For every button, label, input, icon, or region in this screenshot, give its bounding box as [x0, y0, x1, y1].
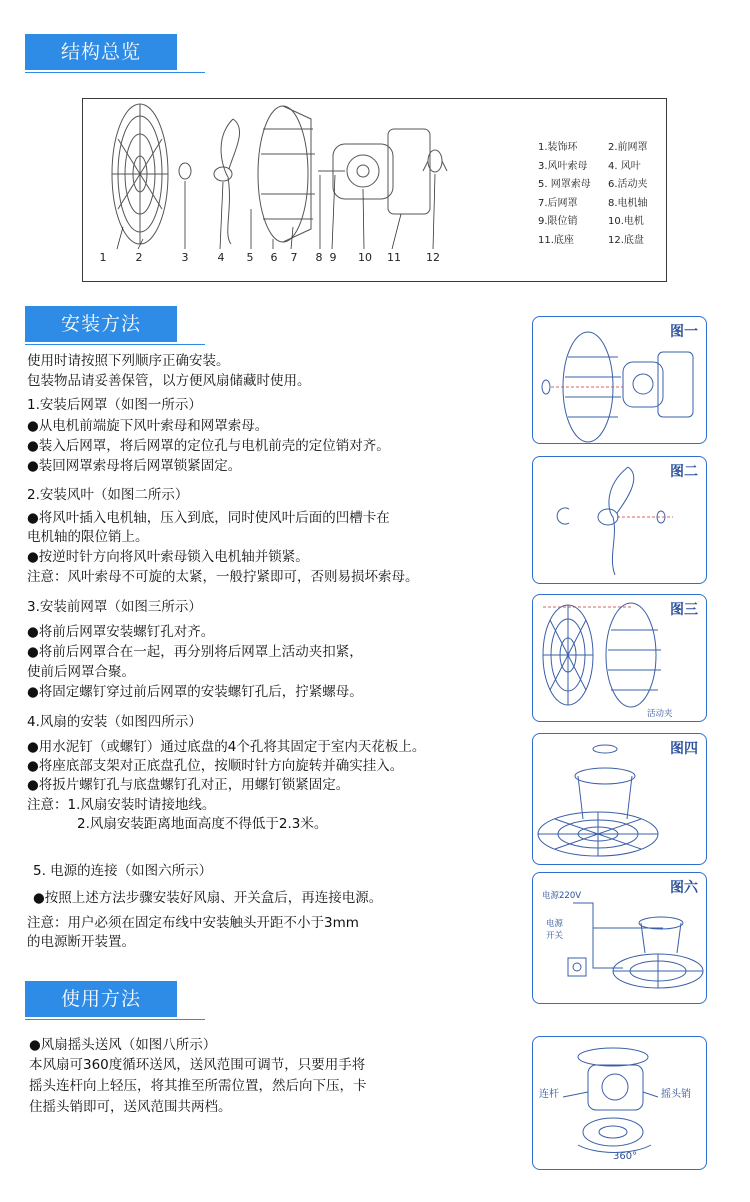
figure-1-drawing — [533, 317, 706, 443]
step-bullet: ●将座底部支架对正底盘孔位，按顺时针方向旋转并确实挂入。 — [27, 758, 404, 774]
figure-6-power-label: 电源220V — [542, 891, 582, 901]
step-bullet: ●装回网罩索母将后网罩锁紧固定。 — [27, 458, 242, 474]
legend-entry: 2.前网罩 — [608, 142, 648, 153]
step-bullet-cont: 电机轴的限位销上。 — [27, 529, 149, 545]
step-heading: 3.安装前网罩（如图三所示） — [27, 599, 202, 615]
figure-6-switch-label: 电源 — [546, 919, 564, 929]
part-number: 4 — [217, 251, 225, 264]
part-number: 6 — [270, 251, 278, 264]
usage-line: 本风扇可360度循环送风，送风范围可调节，只要用手将 — [29, 1057, 366, 1073]
step-bullet: ●将前后网罩安装螺钉孔对齐。 — [27, 624, 215, 640]
legend-entry: 11.底座 — [538, 234, 574, 246]
step-bullet: ●将扳片螺钉孔与底盘螺钉孔对正，用螺钉锁紧固定。 — [27, 777, 350, 793]
part-number: 10 — [358, 251, 372, 264]
figure-3-drawing — [533, 595, 706, 721]
part-number: 7 — [290, 251, 298, 264]
step-heading: 1.安装后网罩（如图一所示） — [27, 397, 202, 413]
legend-entry: 6.活动夹 — [608, 179, 648, 190]
figure-4-drawing — [533, 734, 706, 864]
part-number: 11 — [387, 251, 401, 264]
step-heading: 4.风扇的安装（如图四所示） — [27, 714, 202, 730]
figure-4 — [532, 733, 707, 865]
step-note: 2.风扇安装距离地面高度不得低于2.3米。 — [77, 816, 328, 832]
install-intro-line: 包装物品请妥善保管，以方便风扇储藏时使用。 — [27, 373, 311, 389]
step-bullet-cont: 使前后网罩合聚。 — [27, 664, 135, 680]
figure-8 — [532, 1036, 707, 1170]
section-title-usage: 使用方法 — [25, 981, 177, 1017]
figure-6-drawing — [533, 873, 706, 1003]
legend-entry: 9.限位销 — [538, 216, 578, 227]
section-title-structure: 结构总览 — [25, 34, 177, 70]
step-bullet: ●将固定螺钉穿过前后网罩的安装螺钉孔后，拧紧螺母。 — [27, 684, 363, 700]
figure-8-pin-label: 摇头销 — [661, 1089, 691, 1100]
step-note: 注意：风叶索母不可旋的太紧，一般拧紧即可，否则易损坏索母。 — [27, 569, 419, 585]
figure-4-label: 图四 — [670, 741, 698, 757]
part-number: 5 — [246, 251, 254, 264]
part-number: 12 — [426, 251, 440, 264]
figure-8-rod-label: 连杆 — [539, 1089, 559, 1100]
step-bullet: ●用水泥钉（或螺钉）通过底盘的4个孔将其固定于室内天花板上。 — [27, 739, 426, 755]
section-title-install: 安装方法 — [25, 306, 177, 342]
part-number: 3 — [181, 251, 189, 264]
legend-entry: 1.装饰环 — [538, 142, 578, 153]
figure-6-label: 图六 — [670, 880, 698, 896]
legend-entry: 12.底盘 — [608, 234, 644, 246]
usage-line: 摇头连杆向上轻压，将其推至所需位置，然后向下压，卡 — [29, 1078, 367, 1094]
legend-entry: 4. 风叶 — [608, 160, 641, 172]
step-bullet: ●将风叶插入电机轴，压入到底，同时使风叶后面的凹槽卡在 — [27, 510, 390, 526]
figure-3 — [532, 594, 707, 722]
step-note: 注意：1.风扇安装时请接地线。 — [27, 797, 216, 813]
part-number: 1 — [99, 251, 107, 264]
step-bullet: ●将前后网罩合在一起，再分别将后网罩上活动夹扣紧， — [27, 644, 363, 660]
step-heading: 5. 电源的连接（如图六所示） — [33, 863, 213, 879]
figure-3-label: 图三 — [670, 602, 698, 618]
figure-2 — [532, 456, 707, 584]
part-number: 8 — [315, 251, 323, 264]
figure-2-drawing — [533, 457, 706, 583]
legend-entry: 8.电机轴 — [608, 197, 648, 209]
step-bullet: ●按照上述方法步骤安装好风扇、开关盒后，再连接电源。 — [33, 890, 383, 906]
step-bullet: ●按逆时针方向将风叶索母锁入电机轴并锁紧。 — [27, 549, 309, 565]
figure-6 — [532, 872, 707, 1004]
step-bullet: ●从电机前端旋下风叶索母和网罩索母。 — [27, 418, 269, 434]
parts-legend — [538, 139, 648, 250]
step-note: 的电源断开装置。 — [27, 934, 135, 950]
step-bullet: ●装入后网罩，将后网罩的定位孔与电机前壳的定位销对齐。 — [27, 438, 390, 454]
step-heading: 2.安装风叶（如图二所示） — [27, 487, 189, 503]
legend-entry: 3.风叶索母 — [538, 160, 588, 172]
legend-entry: 7.后网罩 — [538, 197, 578, 209]
figure-2-label: 图二 — [670, 464, 698, 480]
legend-entry: 10.电机 — [608, 216, 644, 227]
legend-entry: 5. 网罩索母 — [538, 179, 591, 190]
structure-diagram — [82, 98, 667, 282]
install-intro-line: 使用时请按照下列顺序正确安装。 — [27, 353, 230, 369]
figure-1 — [532, 316, 707, 444]
part-number: 2 — [135, 251, 143, 264]
figure-6-switch-label: 开关 — [546, 931, 564, 941]
figure-8-drawing — [533, 1037, 706, 1169]
figure-3-clip-label: 活动夹 — [647, 709, 673, 719]
figure-8-angle-label: 360° — [613, 1151, 638, 1162]
step-note: 注意：用户必须在固定布线中安装触头开距不小于3mm — [27, 915, 359, 931]
usage-heading: ●风扇摇头送风（如图八所示） — [29, 1037, 217, 1053]
figure-1-label: 图一 — [670, 324, 698, 340]
part-number: 9 — [329, 251, 337, 264]
usage-line: 住摇头销即可，送风范围共两档。 — [29, 1099, 232, 1115]
